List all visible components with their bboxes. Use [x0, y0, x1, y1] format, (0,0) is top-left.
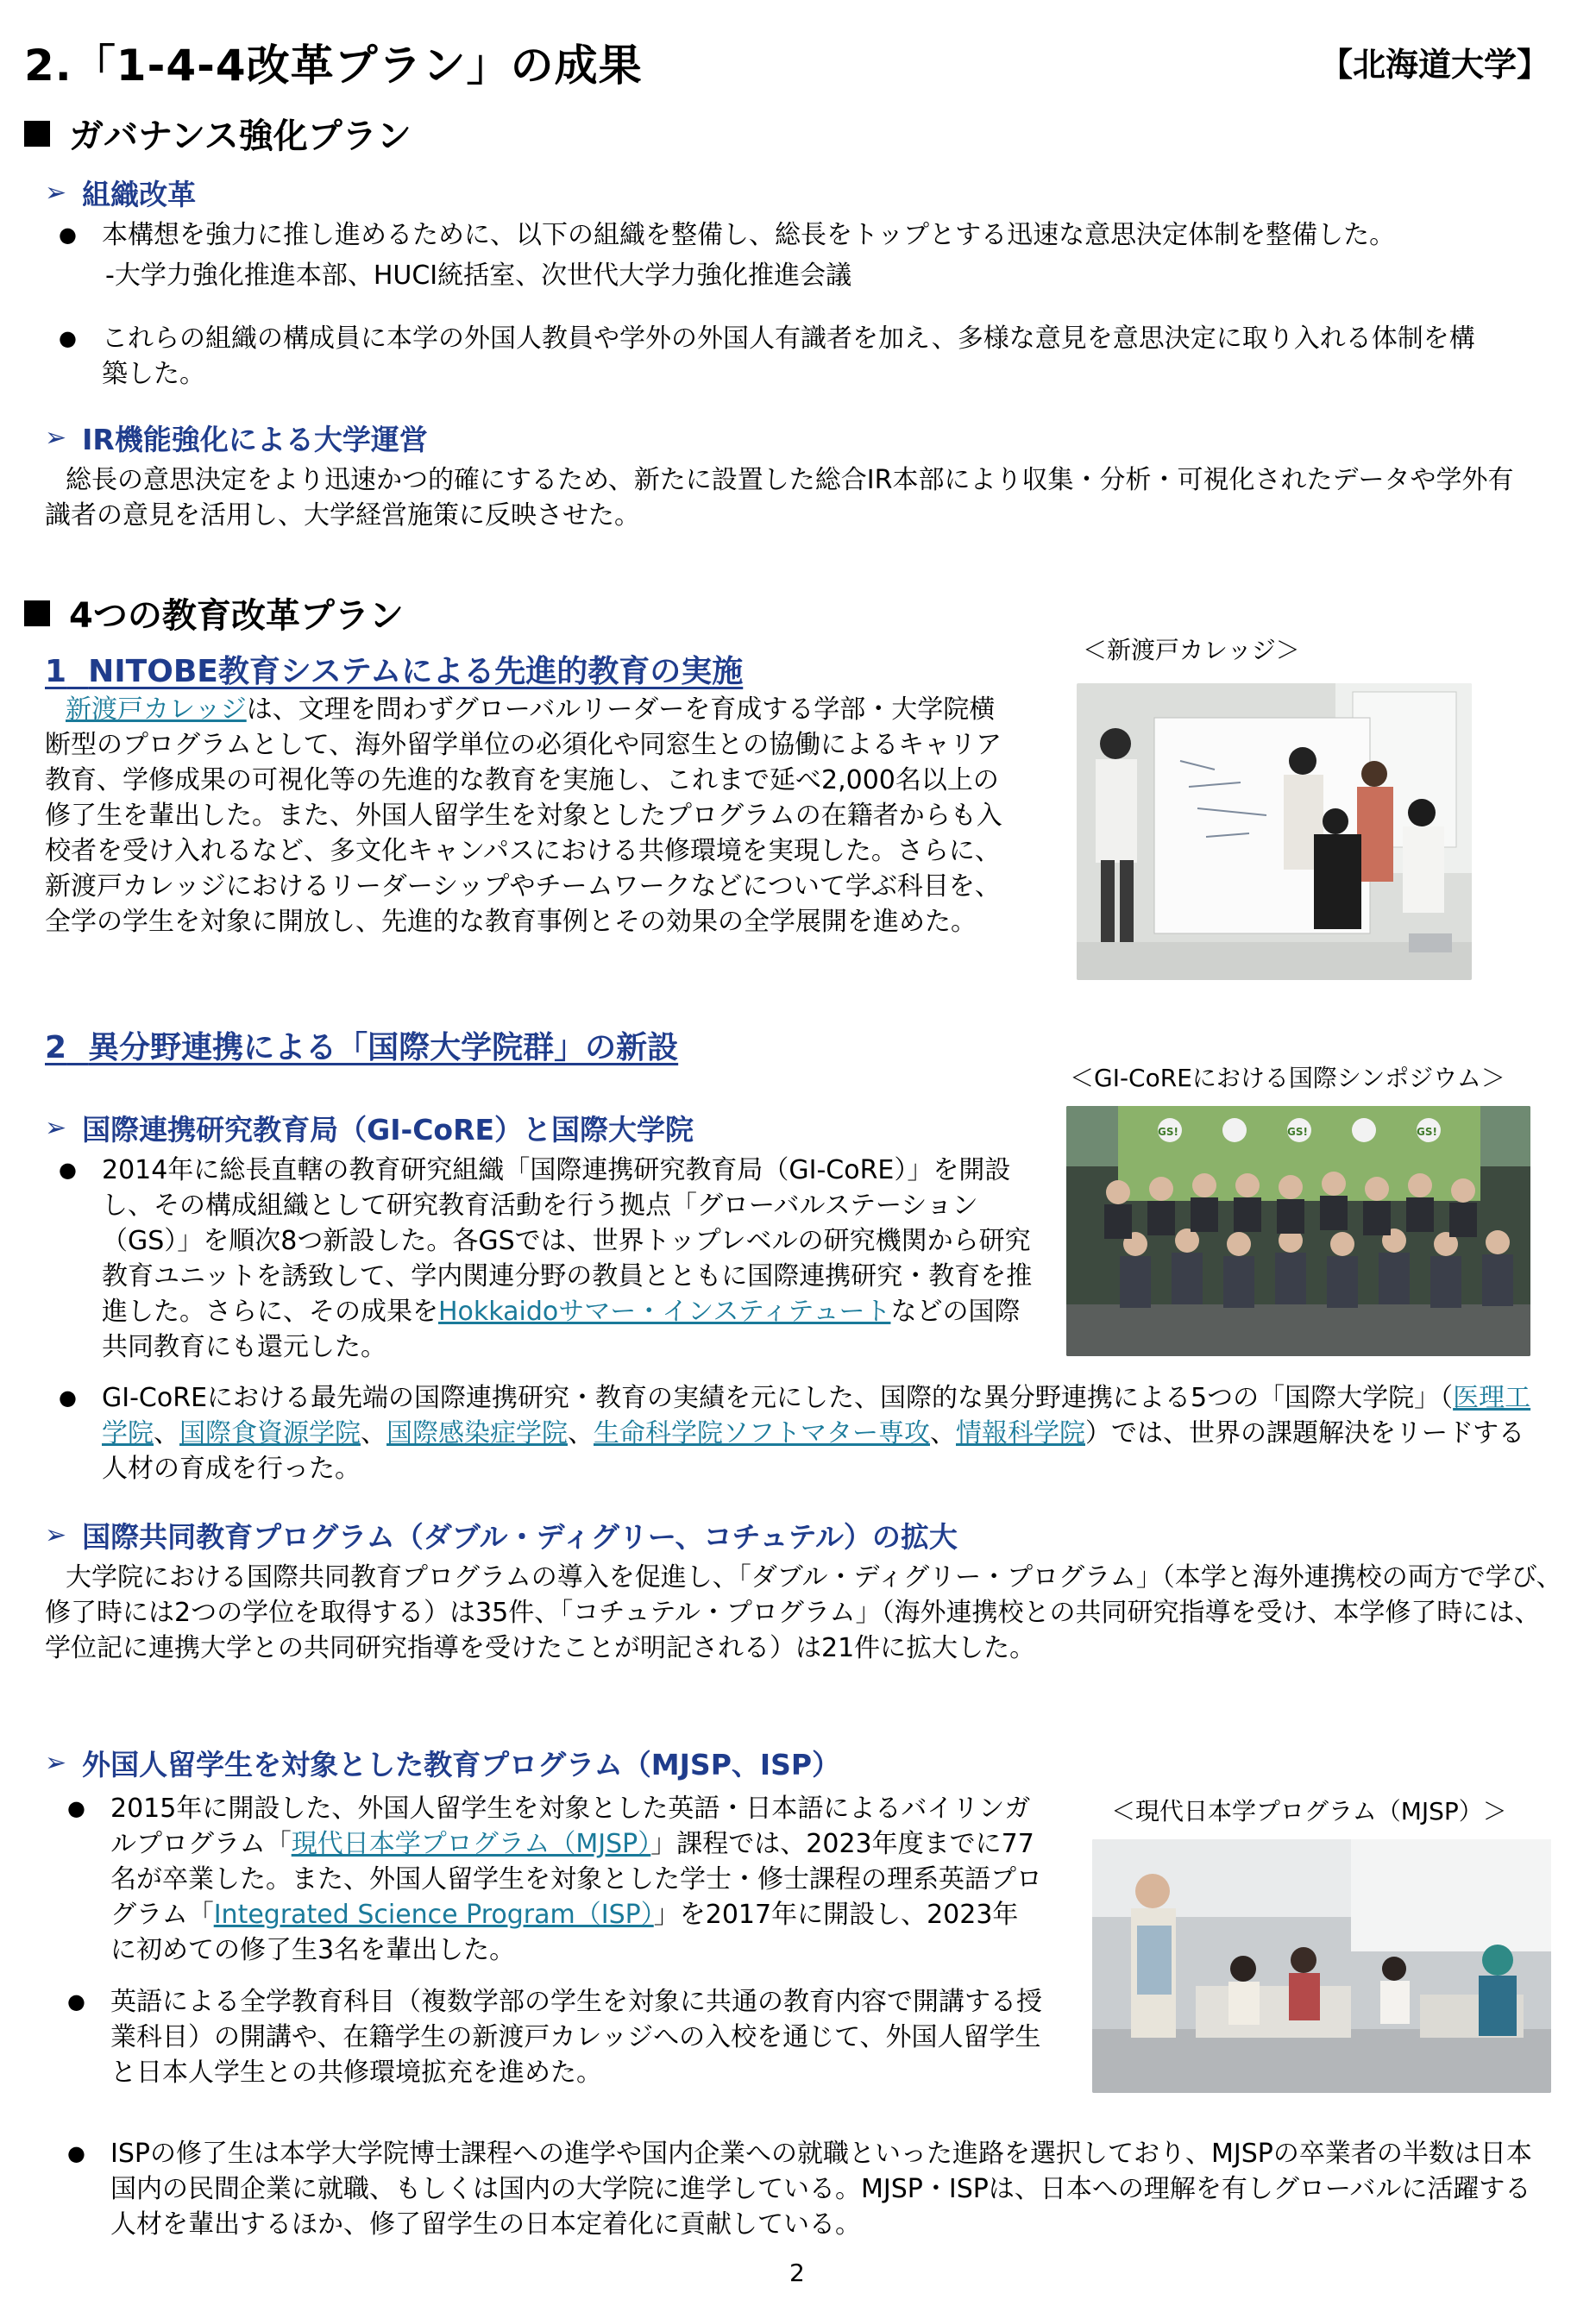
university-name: 【北海道大学】	[1320, 46, 1550, 84]
chevron-right-icon: ➢	[45, 423, 67, 453]
gs-sign: GS!	[1158, 1126, 1178, 1138]
section-education-heading: 4つの教育改革プラン	[24, 588, 404, 638]
page-title: 2.「1-4-4改革プラン」の成果	[24, 41, 643, 91]
nitobe-text: 新渡戸カレッジは、文理を問わずグローバルリーダーを育成する学部・大学院横断型のプログラムとして、海外留学単位の必須化や同窓生との協働によるキャリア教育、学修成果の可視化等の先進的な教育を実施し、これまで延べ2,000名以上の修了生を輩出した。また、外国人留学生を対象としたプログラムの在籍者からも入校者を受け入れるなど、多文化キャンパスにおける共修環境を実現した。さらに、新渡戸カレッジにおけるリーダーシップやチームワークなどについて学ぶ科目を、全学の学生を対象に開放し、先進的な教育事例とその効果の全学展開を進めた。	[45, 694, 1002, 937]
section-governance-heading: ガバナンス強化プラン	[24, 109, 412, 158]
org-bullet-2: ● これらの組織の構成員に本学の外国人教員や学外の外国人有識者を加え、多様な意見を意思決定に取り入れる体制を構築した。	[102, 321, 1491, 392]
caption-nitobe: ＜新渡戸カレッジ＞	[1083, 636, 1300, 664]
gicore-bullet-2: ● GI-CoREにおける最先端の国際連携研究・教育の実績を元にした、国際的な異分野連携による5つの「国際大学院」（医理工学院、国際食資源学院、国際感染症学院、生命科学院ソフトマター専攻、情報科学院）では、世界の課題解決をリードする人材の育成を行った。	[102, 1380, 1534, 1486]
isp-link[interactable]: Integrated Science Program（ISP）	[213, 1900, 654, 1930]
gs-sign: GS!	[1287, 1126, 1308, 1138]
chevron-right-icon: ➢	[45, 1520, 67, 1550]
bullet-icon: ●	[67, 2141, 85, 2165]
chevron-right-icon: ➢	[45, 178, 67, 208]
intl-bullet-1: ● 2015年に開設した、外国人留学生を対象とした英語・日本語によるバイリンガルプログラム「現代日本学プログラム（MJSP）」課程では、2023年度までに77名が卒業した。また、外国人留学生を対象とした学士・修士課程の理系英語プログラム「Integrated Science Program（ISP）」を2017年に開設し、2023年に初めての修了生3名を輩出した。	[110, 1791, 1044, 1968]
information-science-link[interactable]: 情報科学院	[956, 1418, 1085, 1448]
nitobe-college-link[interactable]: 新渡戸カレッジ	[66, 694, 247, 725]
subsection-2-title: 2 異分野連携による「国際大学院群」の新設	[45, 1030, 679, 1065]
classroom-illustration	[1077, 683, 1472, 980]
subheading-joint-programs: ➢ 国際共同教育プログラム（ダブル・ディグリー、コチュテル）の拡大	[45, 1520, 958, 1554]
subheading-intl-programs: ➢ 外国人留学生を対象とした教育プログラム（MJSP、ISP）	[45, 1748, 841, 1781]
bullet-icon: ●	[59, 223, 77, 247]
mjsp-class-photo	[1092, 1839, 1551, 2093]
subheading-gicore: ➢ 国際連携研究教育局（GI-CoRE）と国際大学院	[45, 1113, 694, 1147]
chevron-right-icon: ➢	[45, 1113, 67, 1143]
square-bullet-icon	[24, 600, 50, 626]
soft-matter-link[interactable]: 生命科学院ソフトマター専攻	[594, 1418, 930, 1448]
bullet-icon: ●	[67, 1989, 85, 2014]
hokkaido-summer-institute-link[interactable]: Hokkaidoサマー・インスティテュート	[438, 1297, 891, 1327]
nitobe-college-photo	[1077, 683, 1472, 980]
square-bullet-icon	[24, 121, 50, 147]
intl-bullet-2: ● 英語による全学教育科目（複数学部の学生を対象に共通の教育内容で開講する授業科目）の開講や、在籍学生の新渡戸カレッジへの入校を通じて、外国人留学生と日本人学生との共修環境拡充を進めた。	[110, 1984, 1044, 2090]
caption-mjsp: ＜現代日本学プログラム（MJSP）＞	[1111, 1797, 1507, 1825]
org-bullet-1: ● 本構想を強力に推し進めるために、以下の組織を整備し、総長をトップとする迅速な意思決定体制を整備した。 -大学力強化推進本部、HUCI統括室、次世代大学力強化推進会議	[102, 217, 1525, 293]
gs-sign: GS!	[1417, 1126, 1437, 1138]
intl-bullet-3: ● ISPの修了生は本学大学院博士課程への進学や国内企業への就職といった進路を選択しており、MJSPの卒業者の半数は日本国内の民間企業に就職、もしくは国内の大学院に進学している。MJSP・ISPは、日本への理解を有しグローバルに活躍する人材を輩出するほか、修了留学生の日本定着化に貢献している。	[110, 2136, 1551, 2242]
bullet-icon: ●	[59, 1385, 77, 1410]
gicore-bullet-1: ● 2014年に総長直轄の教育研究組織「国際連携研究教育局（GI-CoRE）」を開設し、その構成組織として研究教育活動を行う拠点「グローバルステーション（GS）」を順次8つ新設した。各GSでは、世界トップレベルの研究機関から研究教育ユニットを誘致して、学内関連分野の教員とともに国際連携研究・教育を推進した。さらに、その成果をHokkaidoサマー・インスティテュートなどの国際共同教育にも還元した。	[102, 1153, 1035, 1365]
chevron-right-icon: ➢	[45, 1748, 67, 1778]
classroom-illustration	[1092, 1839, 1551, 2093]
gicore-symposium-photo	[1066, 1106, 1530, 1356]
group-photo-illustration	[1066, 1106, 1530, 1356]
bullet-icon: ●	[59, 326, 77, 350]
infectious-disease-link[interactable]: 国際感染症学院	[386, 1418, 568, 1448]
joint-programs-text: 大学院における国際共同教育プログラムの導入を促進し、「ダブル・ディグリー・プログラム」（本学と海外連携校の両方で学び、修了時には2つの学位を取得する）は35件、「コチュテル・プログラム」（海外連携校との共同研究指導を受け、本学修了時には、学位記に連携大学との共同研究指導を受けたことが明記される）は21件に拡大した。	[45, 1562, 1562, 1663]
biomedical-engineering-link[interactable]: 医理工学院	[102, 1383, 1531, 1448]
caption-gicore: ＜GI-CoREにおける国際シンポジウム＞	[1070, 1064, 1505, 1092]
food-resources-link[interactable]: 国際食資源学院	[179, 1418, 361, 1448]
subheading-org: ➢ 組織改革	[45, 178, 197, 211]
subsection-1-title: 1 NITOBE教育システムによる先進的教育の実施	[45, 654, 744, 689]
mjsp-link[interactable]: 現代日本学プログラム（MJSP）	[291, 1829, 651, 1859]
bullet-icon: ●	[59, 1158, 77, 1182]
page-number: 2	[789, 2259, 805, 2287]
subheading-ir: ➢ IR機能強化による大学運営	[45, 423, 428, 456]
bullet-icon: ●	[67, 1796, 85, 1820]
ir-text: 総長の意思決定をより迅速かつ的確にするため、新たに設置した総合IR本部により収集・分析・可視化されたデータや学外有識者の意見を活用し、大学経営施策に反映させた。	[45, 465, 1514, 531]
